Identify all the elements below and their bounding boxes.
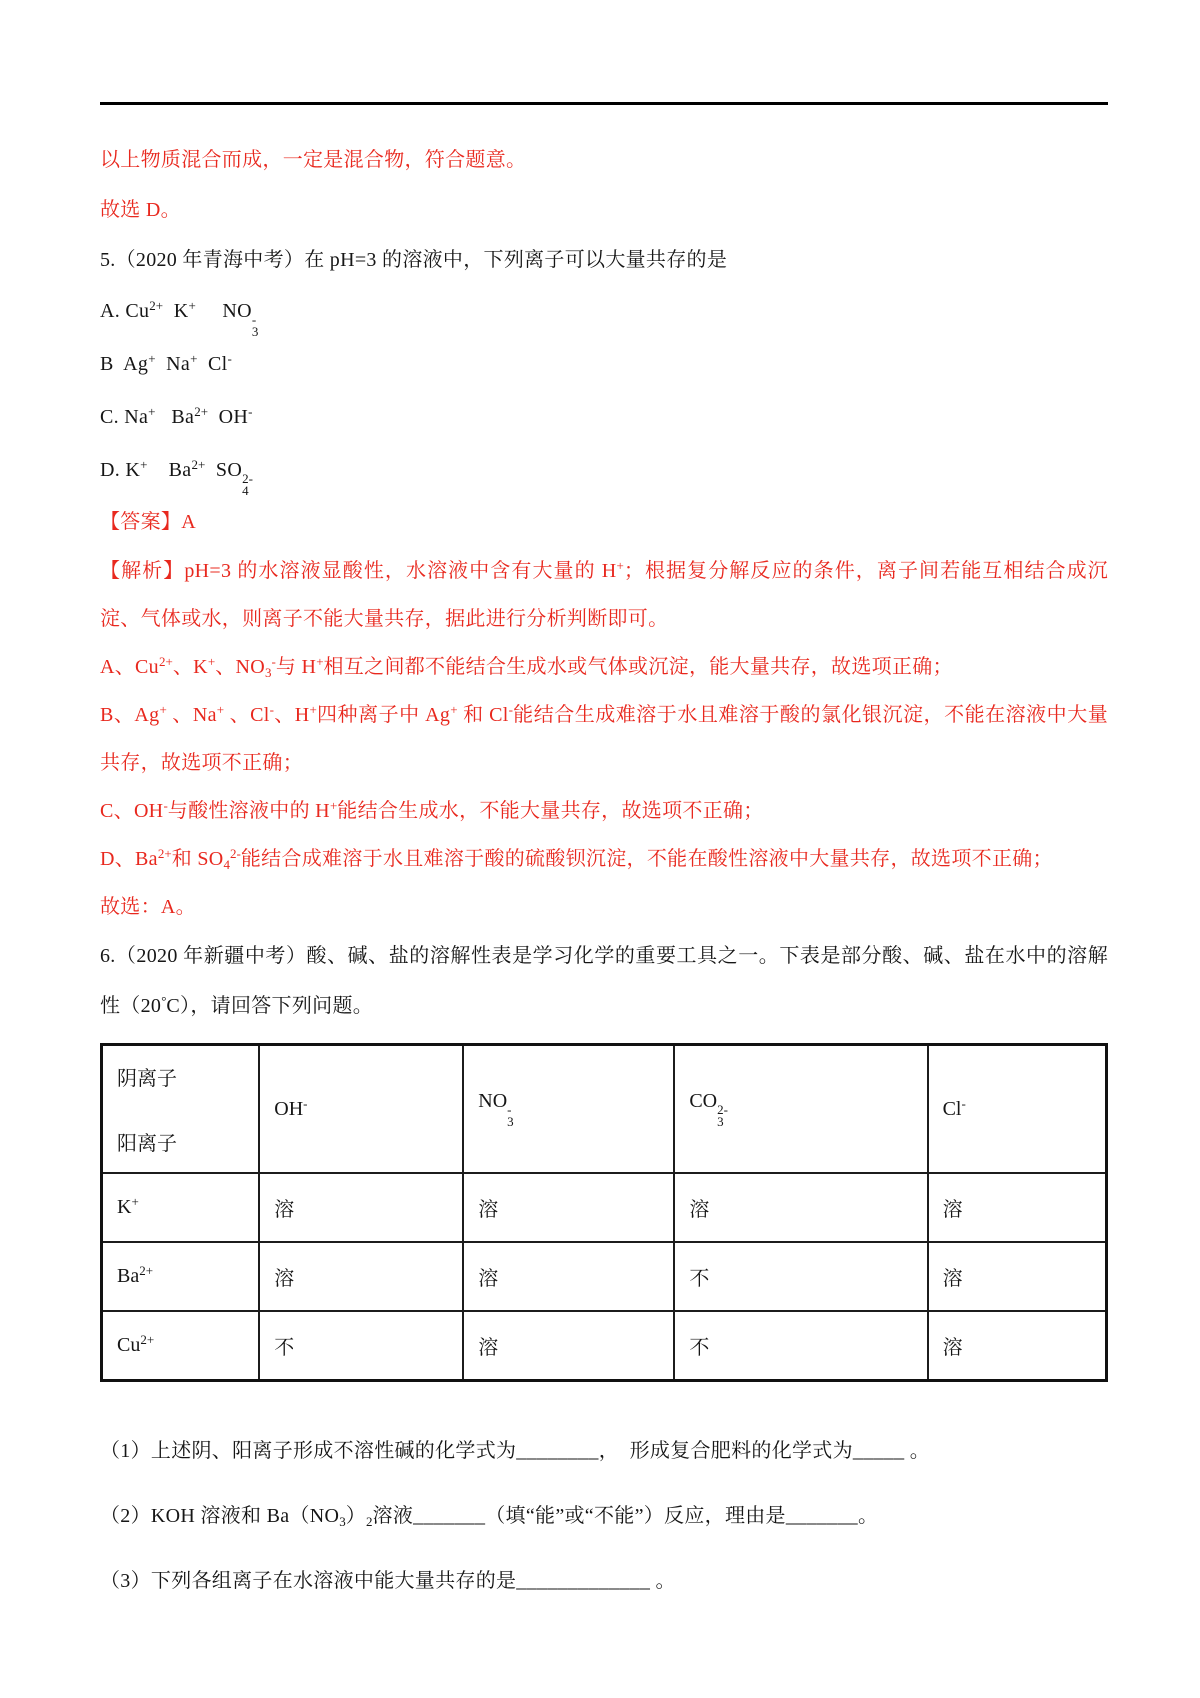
table-cell: 溶: [259, 1173, 463, 1242]
table-cell: 溶: [928, 1242, 1107, 1311]
question5-analysis-c: C、OH-与酸性溶液中的 H+能结合生成水，不能大量共存，故选项不正确；: [100, 798, 764, 822]
column-header-no3: NO - 3: [463, 1045, 674, 1174]
corner-anion-label: 阴离子: [117, 1068, 177, 1090]
question5-stem: 5.（2020 年青海中考）在 pH=3 的溶液中，下列离子可以大量共存的是: [100, 249, 728, 271]
table-cell: 溶: [463, 1242, 674, 1311]
question5-analysis-a: A、$Cu^{2+}$、K+、$NO_3^-$与 H+相互之间都不能结合生成水或气体或沉淀，能大量共存，故选项正确；: [100, 654, 953, 680]
question6-sub1: （1）上述阴、阳离子形成不溶性碱的化学式为________， 形成复合肥料的化学式为_____ 。: [100, 1440, 930, 1462]
column-header-co3: CO 2- 3: [674, 1045, 927, 1174]
table-row-cu: [102, 1311, 1107, 1381]
table-cell: 不: [259, 1311, 463, 1381]
corner-cation-label: 阳离子: [117, 1133, 177, 1155]
column-header-cl: Cl-: [928, 1045, 1107, 1174]
question5-option-a: A. $Cu^{2+}$ K+ NO - 3: [100, 298, 259, 339]
table-cell: 溶: [259, 1242, 463, 1311]
question5-analysis-d: D、$Ba^{2+}$和 $SO_4^{2-}$能结合成难溶于水且难溶于酸的硫酸钡沉淀，不能在酸性溶液中大量共存，故选项不正确；: [100, 846, 1053, 872]
prev-answer-line: 以上物质混合而成，一定是混合物，符合题意。: [100, 149, 527, 171]
question6-sub3: （3）下列各组离子在水溶液中能大量共存的是_____________ 。: [100, 1570, 676, 1592]
table-cell: 溶: [463, 1311, 674, 1381]
page-content: [100, 0, 1108, 1606]
solubility-table: [100, 1043, 1108, 1382]
question5-answer: 【答案】A: [100, 511, 196, 533]
question5-option-c: C. Na+ $Ba^{2+}$ OH-: [100, 404, 253, 428]
question5-analysis-b: B、Ag+ 、Na+ 、Cl-、H+四种离子中 Ag+ 和 Cl-能结合生成难溶于水且难溶于酸的氯化银沉淀，不能在溶液中大量共存，故选项不正确；: [100, 702, 1109, 774]
table-cell: 溶: [674, 1173, 927, 1242]
table-cell: 不: [674, 1311, 927, 1381]
table-row-k: [102, 1173, 1107, 1242]
row-ion-cu: $Cu^{2+}$: [102, 1311, 260, 1381]
column-header-oh: OH-: [259, 1045, 463, 1174]
question5-analysis-intro: 【解析】pH=3 的水溶液显酸性，水溶液中含有大量的 H+；根据复分解反应的条件，离子间若能互相结合成沉淀、气体或水，则离子不能大量共存，据此进行分析判断即可。: [100, 558, 1108, 630]
table-cell: 溶: [928, 1311, 1107, 1381]
question6-subquestions: [100, 1426, 1108, 1606]
table-cell: 不: [674, 1242, 927, 1311]
question5-option-b: B Ag+ Na+ Cl-: [100, 351, 232, 375]
section-divider: [100, 102, 1108, 105]
question6-stem: 6.（2020 年新疆中考）酸、碱、盐的溶解性表是学习化学的重要工具之一。下表是部分酸、碱、盐在水中的溶解性（20°C），请回答下列问题。: [100, 945, 1108, 1017]
question5-option-d: D. K+ $Ba^{2+}$ SO 2- 4: [100, 457, 253, 498]
row-ion-ba: $Ba^{2+}$: [102, 1242, 260, 1311]
prev-answer-conclusion: 故选 D。: [100, 199, 181, 221]
table-row-ba: [102, 1242, 1107, 1311]
table-header-row: [102, 1045, 1107, 1174]
table-cell: 溶: [463, 1173, 674, 1242]
corner-cell: [102, 1045, 260, 1174]
question6-sub2: （2）KOH 溶液和 $Ba(NO_3)_2$溶液_______（填“能”或“不能”）反应，理由是_______。: [100, 1505, 879, 1529]
table-cell: 溶: [928, 1173, 1107, 1242]
row-ion-k: K+: [102, 1173, 260, 1242]
question5-conclusion: 故选：A。: [100, 896, 196, 918]
